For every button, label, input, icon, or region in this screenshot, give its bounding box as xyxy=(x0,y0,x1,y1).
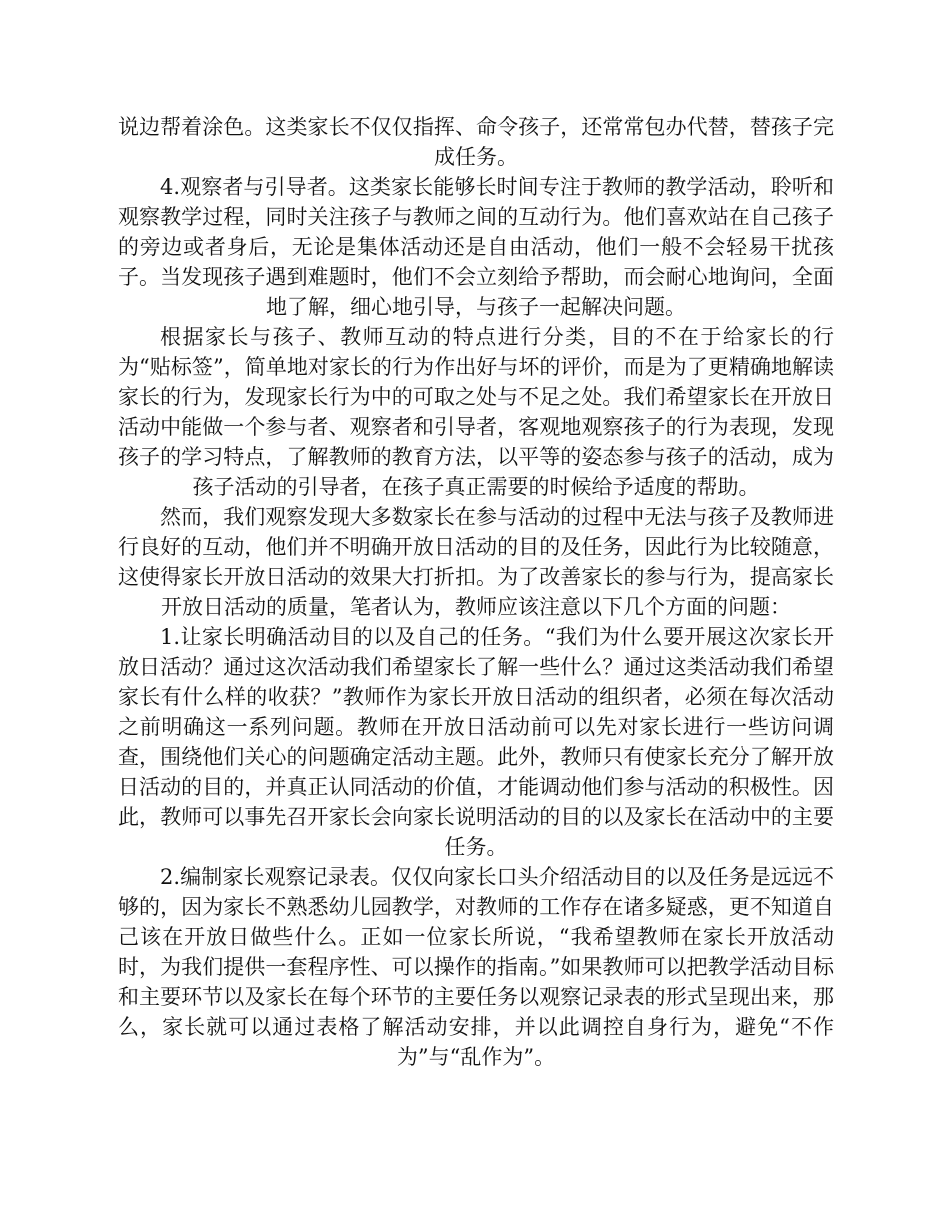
paragraph-problems-intro: 然而，我们观察发现大多数家长在参与活动的过程中无法与孩子及教师进行良好的互动，他们并不明确开放日活动的目的及任务，因此行为比较随意，这使得家长开放日活动的效果大打折扣。为了改善家长的参与行为，提高家长开放日活动的质量，笔者认为，教师应该注意以下几个方面的问题： xyxy=(118,505,834,619)
paragraph-continuation: 说边帮着涂色。这类家长不仅仅指挥、命令孩子，还常常包办代替，替孩子完成任务。 xyxy=(118,115,834,169)
paragraph-observer-guide: 4.观察者与引导者。这类家长能够长时间专注于教师的教学活动，聆听和观察教学过程，同时关注孩子与教师之间的互动行为。他们喜欢站在自己孩子的旁边或者身后，无论是集体活动还是自由活动，他们一般不会轻易干扰孩子。当发现孩子遇到难题时，他们不会立刻给予帮助，而会耐心地询问，全面地了解，细心地引导，与孩子一起解决问题。 xyxy=(118,175,834,319)
paragraph-point-1: 1.让家长明确活动目的以及自己的任务。“我们为什么要开展这次家长开放日活动？通过这次活动我们希望家长了解一些什么？通过这类活动我们希望家长有什么样的收获？”教师作为家长开放日活动的组织者，必须在每次活动之前明确这一系列问题。教师在开放日活动前可以先对家长进行一些访问调查，围绕他们关心的问题确定活动主题。此外，教师只有使家长充分了解开放日活动的目的，并真正认同活动的价值，才能调动他们参与活动的积极性。因此，教师可以事先召开家长会向家长说明活动的目的以及家长在活动中的主要任务。 xyxy=(118,625,834,859)
paragraph-classification-purpose: 根据家长与孩子、教师互动的特点进行分类，目的不在于给家长的行为“贴标签”，简单地对家长的行为作出好与坏的评价，而是为了更精确地解读家长的行为，发现家长行为中的可取之处与不足之处。我们希望家长在开放日活动中能做一个参与者、观察者和引导者，客观地观察孩子的行为表现，发现孩子的学习特点，了解教师的教育方法，以平等的姿态参与孩子的活动，成为孩子活动的引导者，在孩子真正需要的时候给予适度的帮助。 xyxy=(118,325,834,499)
paragraph-point-2: 2.编制家长观察记录表。仅仅向家长口头介绍活动目的以及任务是远远不够的，因为家长不熟悉幼儿园教学，对教师的工作存在诸多疑惑，更不知道自己该在开放日做些什么。正如一位家长所说，“我希望教师在家长开放活动时，为我们提供一套程序性、可以操作的指南。”如果教师可以把教学活动目标和主要环节以及家长在每个环节的主要任务以观察记录表的形式呈现出来，那么，家长就可以通过表格了解活动安排，并以此调控自身行为，避免“不作为”与“乱作为”。 xyxy=(118,865,834,1069)
document-page xyxy=(118,112,834,1072)
